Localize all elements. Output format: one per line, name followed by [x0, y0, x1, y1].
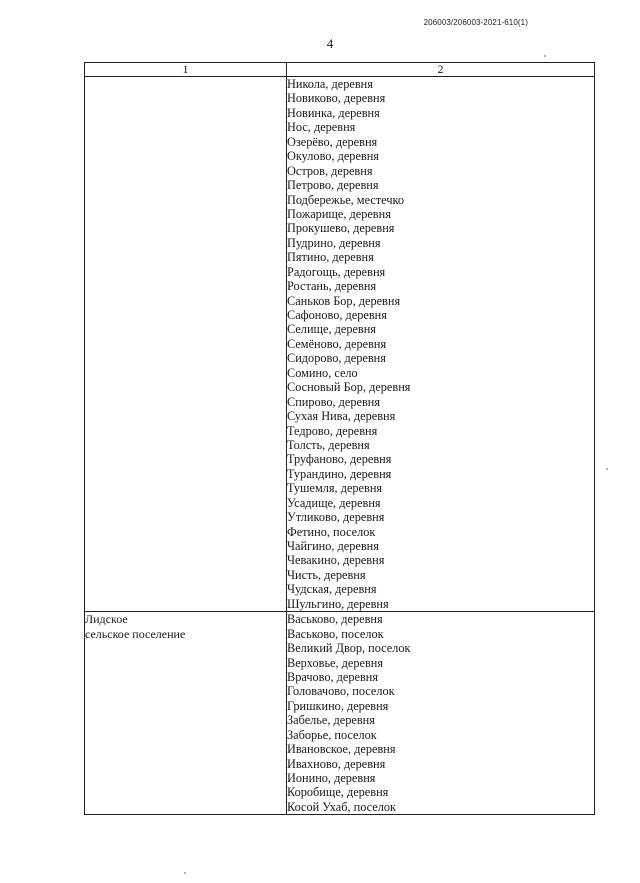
column-header-2: 2: [287, 63, 595, 77]
places-list-cell: [287, 612, 595, 815]
list-item: Усадище, деревня: [287, 495, 381, 510]
list-item: Чисть, деревня: [287, 567, 366, 582]
list-item: Чевакино, деревня: [287, 553, 385, 568]
list-item: Спирово, деревня: [287, 394, 381, 409]
list-item: Озерёво, деревня: [287, 134, 378, 149]
table-header-row: [85, 63, 595, 77]
list-item: Нос, деревня: [287, 120, 356, 135]
list-item: Чайгино, деревня: [287, 539, 379, 553]
list-item: Семёново, деревня: [287, 336, 387, 351]
list-item: Великий Двор, поселок: [287, 641, 411, 656]
list-item: Чудская, деревня: [287, 582, 377, 597]
list-item: Толсть, деревня: [287, 437, 370, 452]
scan-speck: [606, 468, 608, 470]
list-item: Заборье, поселок: [287, 727, 377, 742]
list-item: Головачово, поселок: [287, 684, 395, 699]
list-item: Ивановское, деревня: [287, 742, 396, 757]
list-item: Ивахново, деревня: [287, 756, 386, 771]
list-item: Верховье, деревня: [287, 655, 384, 670]
list-item: Сомино, село: [287, 365, 358, 380]
list-item: Труфаново, деревня: [287, 452, 392, 467]
list-item: Пятино, деревня: [287, 250, 374, 265]
list-item: Ионино, деревня: [287, 771, 376, 785]
list-item: Ростань, деревня: [287, 279, 377, 294]
list-item: Шульгино, деревня: [287, 596, 389, 611]
page-number: 4: [326, 36, 334, 51]
list-item: Косой Ухаб, поселок: [287, 799, 396, 814]
scan-speck: [544, 55, 546, 57]
list-item: Забелье, деревня: [287, 713, 375, 728]
list-item: Сидорово, деревня: [287, 351, 386, 366]
table-row: [85, 612, 595, 815]
list-item: Петрово, деревня: [287, 178, 379, 193]
column-header-1: 1: [85, 63, 287, 77]
list-item: Новиково, деревня: [287, 91, 386, 106]
table-row: [85, 77, 595, 612]
list-item: Новинка, деревня: [287, 105, 380, 120]
list-item: Сосновый Бор, деревня: [287, 380, 411, 395]
settlements-table: [84, 62, 595, 815]
list-item: Турандино, деревня: [287, 466, 392, 481]
places-list-cell: [287, 77, 595, 612]
list-item: Фетино, поселок: [287, 524, 376, 539]
list-item: Утликово, деревня: [287, 510, 385, 525]
list-item: Саньков Бор, деревня: [287, 293, 401, 308]
list-item: Прокушево, деревня: [287, 221, 395, 236]
list-item: Тедрово, деревня: [287, 423, 378, 438]
list-item: Васьково, деревня: [287, 612, 383, 627]
list-item: Селище, деревня: [287, 322, 376, 337]
document-registration-number: 206003/206003-2021-610(1): [423, 18, 528, 27]
list-item: Пожарище, деревня: [287, 206, 391, 221]
list-item: Васьково, поселок: [287, 626, 384, 641]
settlement-name: Лидское сельское поселение: [85, 612, 186, 641]
list-item: Тушемля, деревня: [287, 481, 383, 496]
list-item: Остров, деревня: [287, 163, 373, 178]
list-item: Никола, деревня: [287, 77, 373, 91]
scan-speck: [184, 872, 186, 874]
list-item: Радогощь, деревня: [287, 264, 386, 279]
list-item: Подбережье, местечко: [287, 192, 405, 207]
settlement-name-cell: [85, 612, 287, 815]
list-item: Окулово, деревня: [287, 149, 379, 164]
list-item: Пудрино, деревня: [287, 235, 381, 250]
list-item: Гришкино, деревня: [287, 698, 389, 713]
settlement-name-cell: [85, 77, 287, 612]
list-item: Врачово, деревня: [287, 669, 379, 684]
list-item: Сухая Нива, деревня: [287, 409, 396, 424]
list-item: Коробище, деревня: [287, 785, 389, 800]
list-item: Сафоново, деревня: [287, 308, 387, 322]
